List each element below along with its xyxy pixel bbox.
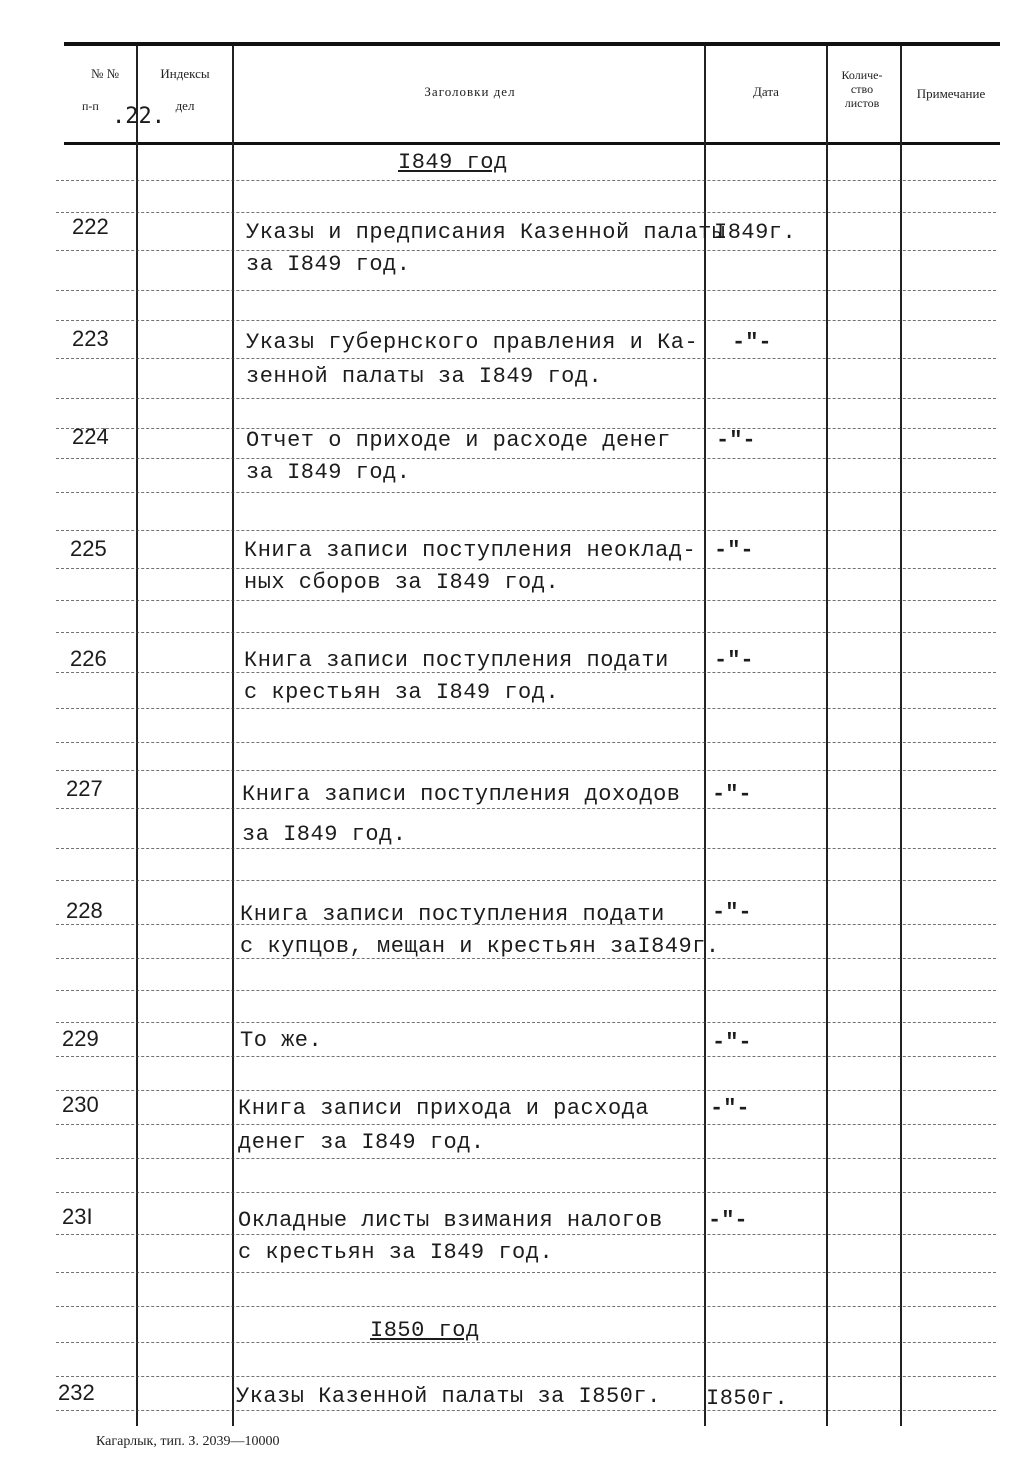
row-number: 225 — [70, 536, 107, 561]
row-line — [56, 808, 996, 809]
row-number: 222 — [72, 214, 109, 239]
header-quantity — [828, 68, 896, 110]
row-title-line1: Указы Казенной палаты за I850г. — [236, 1384, 661, 1409]
row-line — [56, 492, 996, 493]
row-title-line1: Книга записи поступления неоклад- — [244, 538, 697, 563]
row-date: -"- — [708, 1208, 748, 1233]
row-date: I850г. — [706, 1386, 789, 1411]
row-line — [56, 358, 996, 359]
row-line — [56, 320, 996, 321]
row-line — [56, 568, 996, 569]
row-title-line1: Окладные листы взимания налогов — [238, 1208, 663, 1233]
row-line — [56, 398, 996, 399]
row-line — [56, 1056, 996, 1057]
section-year-1850: I850 год — [370, 1318, 480, 1343]
row-title-line1: Книга записи поступления подати — [244, 648, 669, 673]
row-line — [56, 1158, 996, 1159]
row-line — [56, 250, 996, 251]
row-line — [56, 600, 996, 601]
column-rule-4 — [826, 46, 828, 1426]
header-title: Заголовки дел — [424, 84, 516, 99]
row-line — [56, 880, 996, 881]
header-bottom-rule — [64, 142, 1000, 145]
header-quantity-line2: ство — [850, 82, 874, 96]
row-title-line1: Книга записи поступления доходов — [242, 782, 681, 807]
header-top-rule — [64, 42, 1000, 46]
row-line — [56, 1306, 996, 1307]
row-date: -"- — [710, 1096, 750, 1121]
row-number: 230 — [62, 1092, 99, 1117]
row-title-line2: с крестьян за I849 год. — [238, 1240, 554, 1265]
row-date: -"- — [732, 330, 772, 355]
row-title-line2: с крестьян за I849 год. — [244, 680, 560, 705]
column-rule-3 — [704, 46, 706, 1426]
row-number: 227 — [66, 776, 103, 801]
header-quantity-line1: Количе- — [841, 68, 883, 82]
column-rule-2 — [232, 46, 234, 1426]
header-number-sub: п-п — [82, 99, 99, 113]
row-line — [56, 1192, 996, 1193]
row-title-line2: за I849 год. — [246, 252, 411, 277]
row-line — [56, 212, 996, 213]
row-title-line2: за I849 год. — [242, 822, 407, 847]
row-line — [56, 708, 996, 709]
row-number: 223 — [72, 326, 109, 351]
row-title-line1: Книга записи поступления подати — [240, 902, 665, 927]
row-date: -"- — [714, 538, 754, 563]
row-title-line2: с купцов, мещан и крестьян заI849г. — [240, 934, 720, 959]
row-date: -"- — [712, 782, 752, 807]
row-title-line1: Отчет о приходе и расходе денег — [246, 428, 671, 453]
row-date: -"- — [712, 1030, 752, 1055]
row-title-line2: ных сборов за I849 год. — [244, 570, 560, 595]
row-title-line2: денег за I849 год. — [238, 1130, 485, 1155]
row-date: -"- — [716, 428, 756, 453]
row-line — [56, 180, 996, 181]
row-title-line1: То же. — [240, 1028, 323, 1053]
row-number: 228 — [66, 898, 103, 923]
printer-imprint: Кагарлык, тип. З. 2039—10000 — [96, 1434, 280, 1449]
row-title-line1: Указы губернского правления и Ка- — [246, 330, 699, 355]
row-number: 232 — [58, 1380, 95, 1405]
row-line — [56, 1272, 996, 1273]
row-date: I849г. — [714, 220, 797, 245]
row-number: 224 — [72, 424, 109, 449]
row-title-line1: Книга записи прихода и расхода — [238, 1096, 650, 1121]
header-note: Примечание — [916, 86, 986, 101]
row-line — [56, 848, 996, 849]
row-line — [56, 742, 996, 743]
header-date: Дата — [753, 84, 779, 99]
header-index-sub: дел — [175, 98, 195, 113]
header-number: № № — [90, 66, 120, 81]
row-line — [56, 770, 996, 771]
column-rule-5 — [900, 46, 902, 1426]
header-index: Индексы — [160, 66, 210, 81]
row-line — [56, 1090, 996, 1091]
row-line — [56, 530, 996, 531]
row-line — [56, 1410, 996, 1411]
row-date: -"- — [714, 648, 754, 673]
row-number: 229 — [62, 1026, 99, 1051]
row-title-line2: зенной палаты за I849 год. — [246, 364, 603, 389]
row-line — [56, 990, 996, 991]
column-rule-1 — [136, 46, 138, 1426]
row-number: 23I — [62, 1204, 93, 1229]
page-stamp: .22. — [112, 104, 165, 129]
row-line — [56, 290, 996, 291]
row-date: -"- — [712, 900, 752, 925]
row-title-line1: Указы и предписания Казенной палаты — [246, 220, 726, 245]
row-line — [56, 632, 996, 633]
row-line — [56, 1022, 996, 1023]
section-year-1849: I849 год — [398, 150, 508, 175]
row-line — [56, 1234, 996, 1235]
row-line — [56, 1342, 996, 1343]
header-quantity-line3: листов — [844, 96, 880, 110]
row-line — [56, 1124, 996, 1125]
row-title-line2: за I849 год. — [246, 460, 411, 485]
row-line — [56, 458, 996, 459]
row-number: 226 — [70, 646, 107, 671]
row-line — [56, 1376, 996, 1377]
